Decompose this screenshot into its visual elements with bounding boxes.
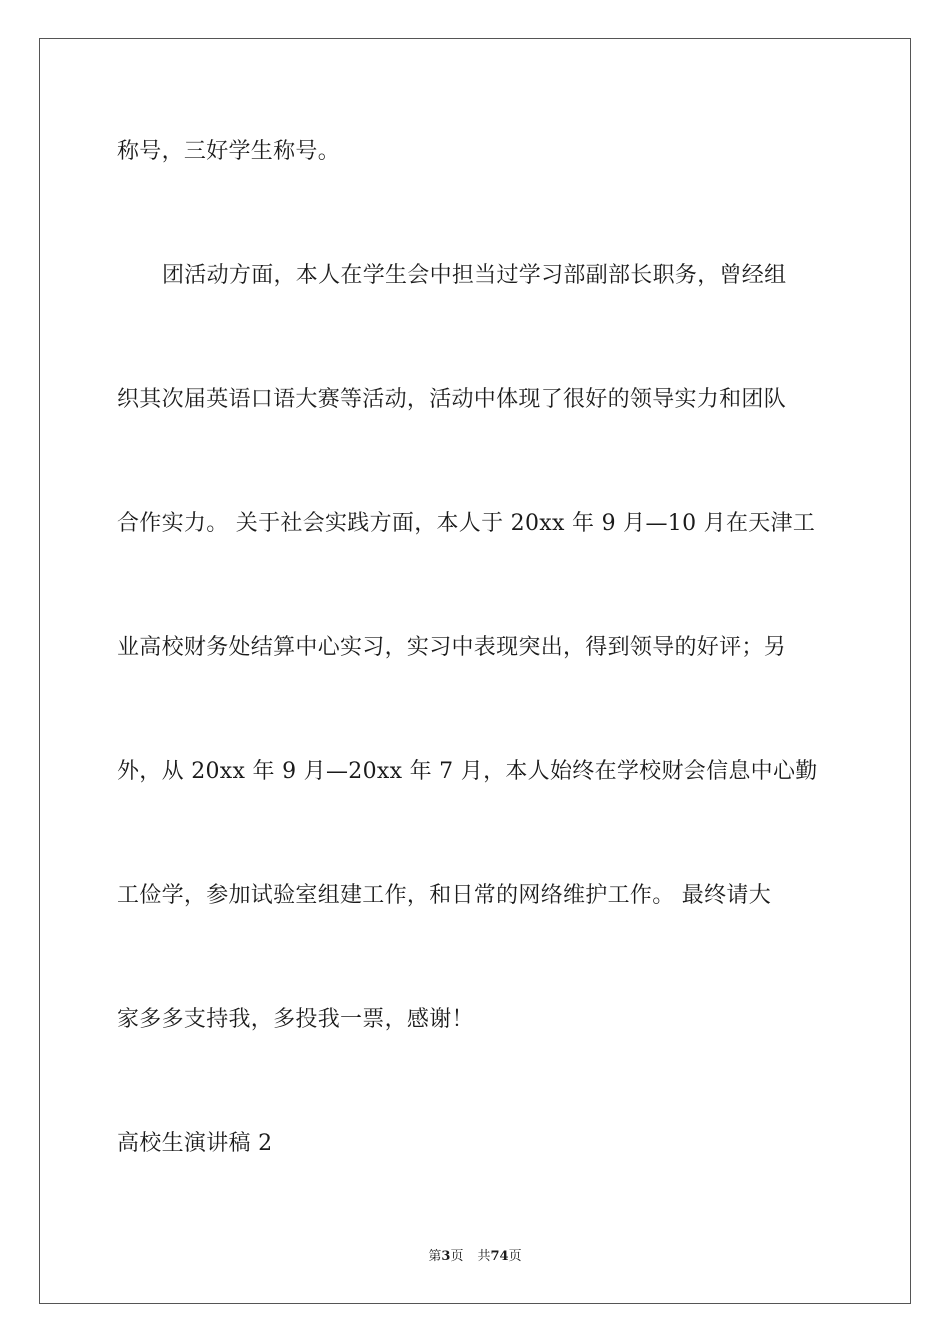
- body-text-line: 团活动方面，本人在学生会中担当过学习部副部长职务，曾经组: [162, 263, 787, 288]
- body-text-line: 业高校财务处结算中心实习，实习中表现突出，得到领导的好评；另: [117, 635, 787, 660]
- total-pages-prefix: 共: [477, 1249, 491, 1264]
- page-frame: [39, 38, 911, 1304]
- body-text-line: 外，从 20xx 年 9 月—20xx 年 7 月，本人始终在学校财会信息中心勤: [117, 759, 818, 784]
- body-text-line: 称号，三好学生称号。: [117, 139, 341, 164]
- total-pages: 74: [490, 1249, 509, 1264]
- section-heading: 高校生演讲稿 2: [117, 1131, 273, 1156]
- body-text-line: 家多多支持我，多投我一票，感谢！: [117, 1007, 474, 1032]
- page-number-suffix: 页: [450, 1249, 464, 1264]
- page-footer: [0, 1248, 950, 1266]
- body-text-line: 织其次届英语口语大赛等活动，活动中体现了很好的领导实力和团队: [117, 387, 787, 412]
- body-text-line: 工俭学，参加试验室组建工作，和日常的网络维护工作。 最终请大: [117, 883, 771, 908]
- body-text-line: 合作实力。 关于社会实践方面，本人于 20xx 年 9 月—10 月在天津工: [117, 511, 816, 536]
- page-number: 3: [441, 1249, 451, 1264]
- total-pages-suffix: 页: [508, 1249, 522, 1264]
- page-number-prefix: 第: [428, 1249, 442, 1264]
